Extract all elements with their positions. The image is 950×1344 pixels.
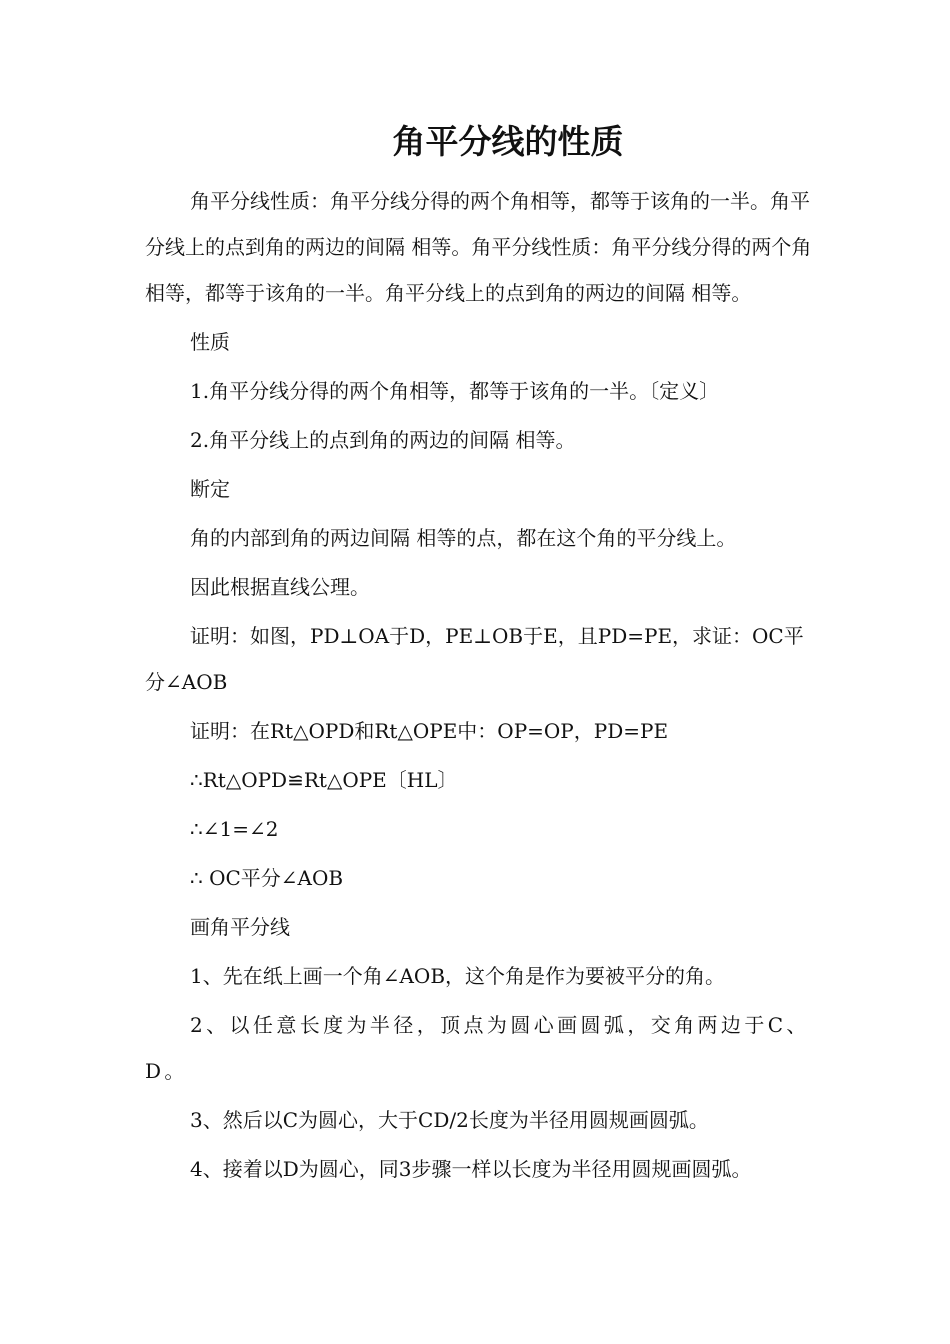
heading-determination: 断定 <box>190 477 230 501</box>
property-1: 1.角平分线分得的两个角相等，都等于该角的一半。〔定义〕 <box>190 379 720 403</box>
construction-step-4: 4、接着以D为圆心，同3步骤一样以长度为半径用圆规画圆弧。 <box>190 1157 752 1181</box>
proof-step-2: ∴Rt△OPD≌Rt△OPE〔HL〕 <box>190 768 458 792</box>
construction-step-3: 3、然后以C为圆心，大于CD/2长度为半径用圆规画圆弧。 <box>190 1108 709 1132</box>
heading-properties: 性质 <box>190 330 230 354</box>
construction-step-1: 1、先在纸上画一个角∠AOB，这个角是作为要被平分的角。 <box>190 964 726 988</box>
proof-step-1: 证明：在Rt△OPD和Rt△OPE中：OP=OP，PD=PE <box>190 719 669 743</box>
proof-conclusion: ∴ OC平分∠AOB <box>190 866 344 890</box>
determination-text: 角的内部到角的两边间隔 相等的点，都在这个角的平分线上。 <box>190 526 737 550</box>
axiom-note: 因此根据直线公理。 <box>190 575 370 599</box>
construction-step-2: 2、以任意长度为半径，顶点为圆心画圆弧，交角两边于C、D。 <box>145 1013 810 1083</box>
proof-statement: 证明：如图，PD⊥OA于D，PE⊥OB于E，且PD=PE，求证：OC平分∠AOB <box>145 624 804 694</box>
paragraph-intro: 角平分线性质：角平分线分得的两个角相等，都等于该角的一半。角平分线上的点到角的两边的间隔 相等。角平分线性质：角平分线分得的两个角相等，都等于该角的一半。角平分线上的点到角的两边的间隔 相等。 <box>145 189 812 305</box>
property-2: 2.角平分线上的点到角的两边的间隔 相等。 <box>190 428 576 452</box>
document-title: 角平分线的性质 <box>392 122 624 161</box>
heading-construction: 画角平分线 <box>190 915 290 939</box>
document-body <box>145 178 815 1195</box>
proof-step-3: ∴∠1=∠2 <box>190 817 279 841</box>
